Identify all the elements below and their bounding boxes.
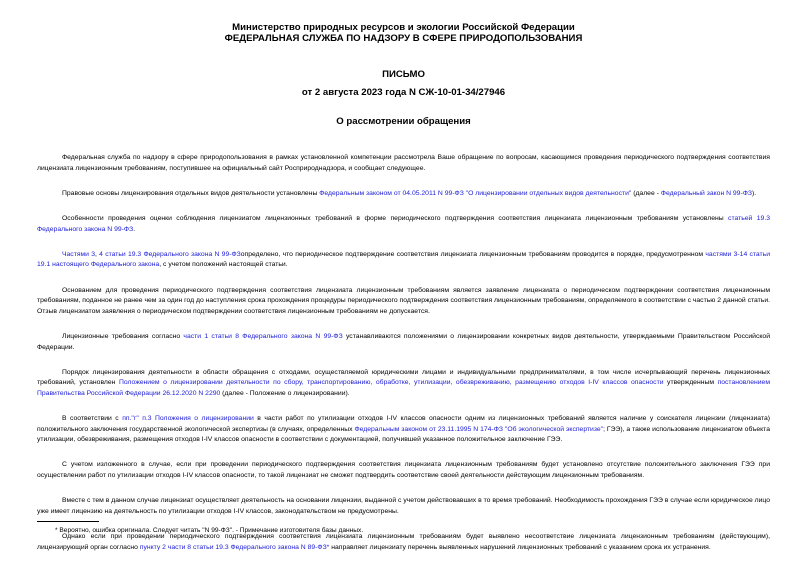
paragraph-text: Порядок лицензирования деятельности в области обращения с отходами, осуществляемой юридическими лицами и индивидуальными предпринимателями, в том числе исчерпывающий перечень лицензионных требований, установлен bbox=[37, 368, 770, 387]
ministry-name: Министерство природных ресурсов и экологии Российской Федерации bbox=[232, 22, 575, 33]
paragraph-text: утвержденным bbox=[663, 379, 718, 387]
paragraph-7 bbox=[37, 368, 770, 400]
paragraph-9: С учетом изложенного в случае, если при проведении периодического подтверждения соответствия лицензиата лицензионным требованиям будет установлено отсутствие положительного заключения ГЭЭ при осуществлении работ по утилизации отходов I-IV классов опасности, то такой лицензиат не сможет подтвердить соответствие своей деятельности действующим лицензионным требованиям. bbox=[37, 461, 770, 480]
paragraph-1: Федеральная служба по надзору в сфере природопользования в рамках установленной компетенции рассмотрела Ваше обращение по вопросам, касающимся проведения периодического подтверждения соответствия лицензиата лицензионным требованиям, поступившее на официальный сайт Росприроднадзора, и сообщает следующее. bbox=[37, 154, 770, 172]
paragraph-8 bbox=[37, 414, 770, 446]
paragraph-text: Лицензионные требования согласно bbox=[62, 332, 184, 340]
government-decree-link[interactable]: постановлением Правительства Российской Федерации 26.12.2020 N 2290 bbox=[37, 379, 770, 397]
clause-2-part-8-article-19-3-link[interactable]: пункту 2 части 8 статьи 19.3 Федерального закона N 89-ФЗ* bbox=[139, 543, 330, 551]
paragraph-4 bbox=[37, 250, 770, 271]
document-header bbox=[0, 22, 807, 44]
parts-3-link[interactable]: Частями 3 bbox=[62, 250, 96, 258]
paragraph-text: (далее - Положение о лицензировании). bbox=[220, 389, 350, 397]
article-19-3-link[interactable]: статьей 19.3 Федерального закона N 99-ФЗ bbox=[37, 214, 770, 233]
paragraph-text: . bbox=[133, 225, 136, 233]
service-name: ФЕДЕРАЛЬНАЯ СЛУЖБА ПО НАДЗОРУ В СФЕРЕ ПРИРОДОПОЛЬЗОВАНИЯ bbox=[224, 33, 583, 44]
paragraph-text: устанавливаются положениями о лицензировании конкретных видов деятельности, утверждаемыми Правительством Российской Федерации. bbox=[37, 332, 771, 351]
paragraph-11 bbox=[37, 532, 770, 553]
paragraph-text: Особенности проведения оценки соблюдения лицензиатом лицензионных требований в форме периодического подтверждения соответствия лицензиата лицензионным требованиям установлены bbox=[62, 214, 729, 222]
footnote-divider bbox=[37, 521, 99, 522]
paragraph-text: , с учетом положений настоящей статьи. bbox=[159, 261, 288, 269]
document-type: ПИСЬМО bbox=[382, 69, 425, 80]
paragraph-3 bbox=[37, 214, 770, 235]
paragraph-6 bbox=[37, 332, 770, 353]
law-174-fz-link[interactable]: Федеральным законом от 23.11.1995 N 174-ФЗ "Об экологической экспертизе" bbox=[354, 425, 604, 433]
paragraph-2 bbox=[37, 189, 770, 200]
paragraph-text: направляет лицензиату перечень выявленных нарушений лицензионных требований с указанием срока их устранения. bbox=[329, 543, 711, 551]
parts-3-14-article-19-1-link[interactable]: частями 3-14 статьи 19.1 настоящего Федерального закона bbox=[37, 250, 770, 269]
paragraph-text: Однако если при проведении периодического подтверждения соответствия лицензиата лицензионным требованиям будет выявлено несоответствие лицензиата лицензионным требованиям (действующим), лицензирующий орган согласно bbox=[37, 533, 770, 551]
law-99-fz-link[interactable]: Федеральным законом от 04.05.2011 N 99-ФЗ "О лицензировании отдельных видов деятельности" bbox=[319, 189, 632, 197]
paragraph-text: В соответствии с bbox=[62, 415, 123, 423]
footnote: * Вероятно, ошибка оригинала. Следует читать "N 99-ФЗ". - Примечание изготовителя базы данных. bbox=[55, 527, 364, 534]
document-subject: О рассмотрении обращения bbox=[336, 116, 471, 127]
paragraph-text: ; ГЭЭ), а также использование лицензиатом объекта утилизации, обезвреживания, размещения отходов I-IV классов опасности в соответствии с документацией, получившей указанное положительное заключение ГЭЭ. bbox=[37, 425, 771, 444]
document-date-number: от 2 августа 2023 года N СЖ-10-01-34/27946 bbox=[301, 87, 506, 98]
paragraph-text: в части работ по утилизации отходов I-IV классов опасности одним из лицензионных требований является наличие у соискателя лицензии (лицензиата) положительного заключения государственной экологической экспертизы (в случаях, определенных bbox=[37, 415, 770, 433]
paragraph-text: Правовые основы лицензирования отдельных видов деятельности установлены bbox=[62, 189, 320, 197]
paragraph-text: ). bbox=[751, 189, 757, 197]
licensing-regulation-link[interactable]: Положением о лицензировании деятельности по сбору, транспортированию, обработке, утилизации, обезвреживанию, размещению отходов I-IV классов опасности bbox=[118, 379, 664, 387]
paragraph-text: , bbox=[95, 250, 100, 258]
paragraph-10: Вместе с тем в данном случае лицензиат осуществляет деятельность на основании лицензии, выданной с учетом действовавших в то время требований. Необходимость прохождения ГЭЭ в случае если юридическое лицо уже имеет лицензию на деятельность по утилизации отходов I-IV классов, законодательством не предусмотрены. bbox=[37, 497, 770, 515]
paragraph-5: Основанием для проведения периодического подтверждения соответствия лицензиата лицензионным требованиям является заявление лицензиата о периодическом подтверждении соответствия лицензионным требованиям, поданное не ранее чем за один год до наступления срока прохождения процедуры периодического подтверждения соответствия лицензионным требованиям, определяемого в соответствии с частью 2 данной статьи. Отзыв лицензиатом заявления о периодическом подтверждении соответствия лицензионным требованиям не допускается. bbox=[37, 286, 771, 315]
law-99-fz-short-link[interactable]: Федеральный закон N 99-ФЗ bbox=[660, 189, 752, 197]
paragraph-text: определено, что периодическое подтверждение соответствия лицензиата лицензионным требованиям проводится в порядке, предусмотренном bbox=[240, 250, 706, 258]
part-4-article-19-3-link[interactable]: 4 статьи 19.3 Федерального закона N 99-ФЗ bbox=[99, 250, 241, 258]
regulation-clause-3g-link[interactable]: пп."г" п.3 Положения о лицензировании bbox=[122, 415, 254, 423]
paragraph-text: (далее - bbox=[631, 189, 661, 197]
part-1-article-8-link[interactable]: части 1 статьи 8 Федерального закона N 99-ФЗ bbox=[183, 332, 343, 340]
document-body bbox=[37, 153, 770, 568]
